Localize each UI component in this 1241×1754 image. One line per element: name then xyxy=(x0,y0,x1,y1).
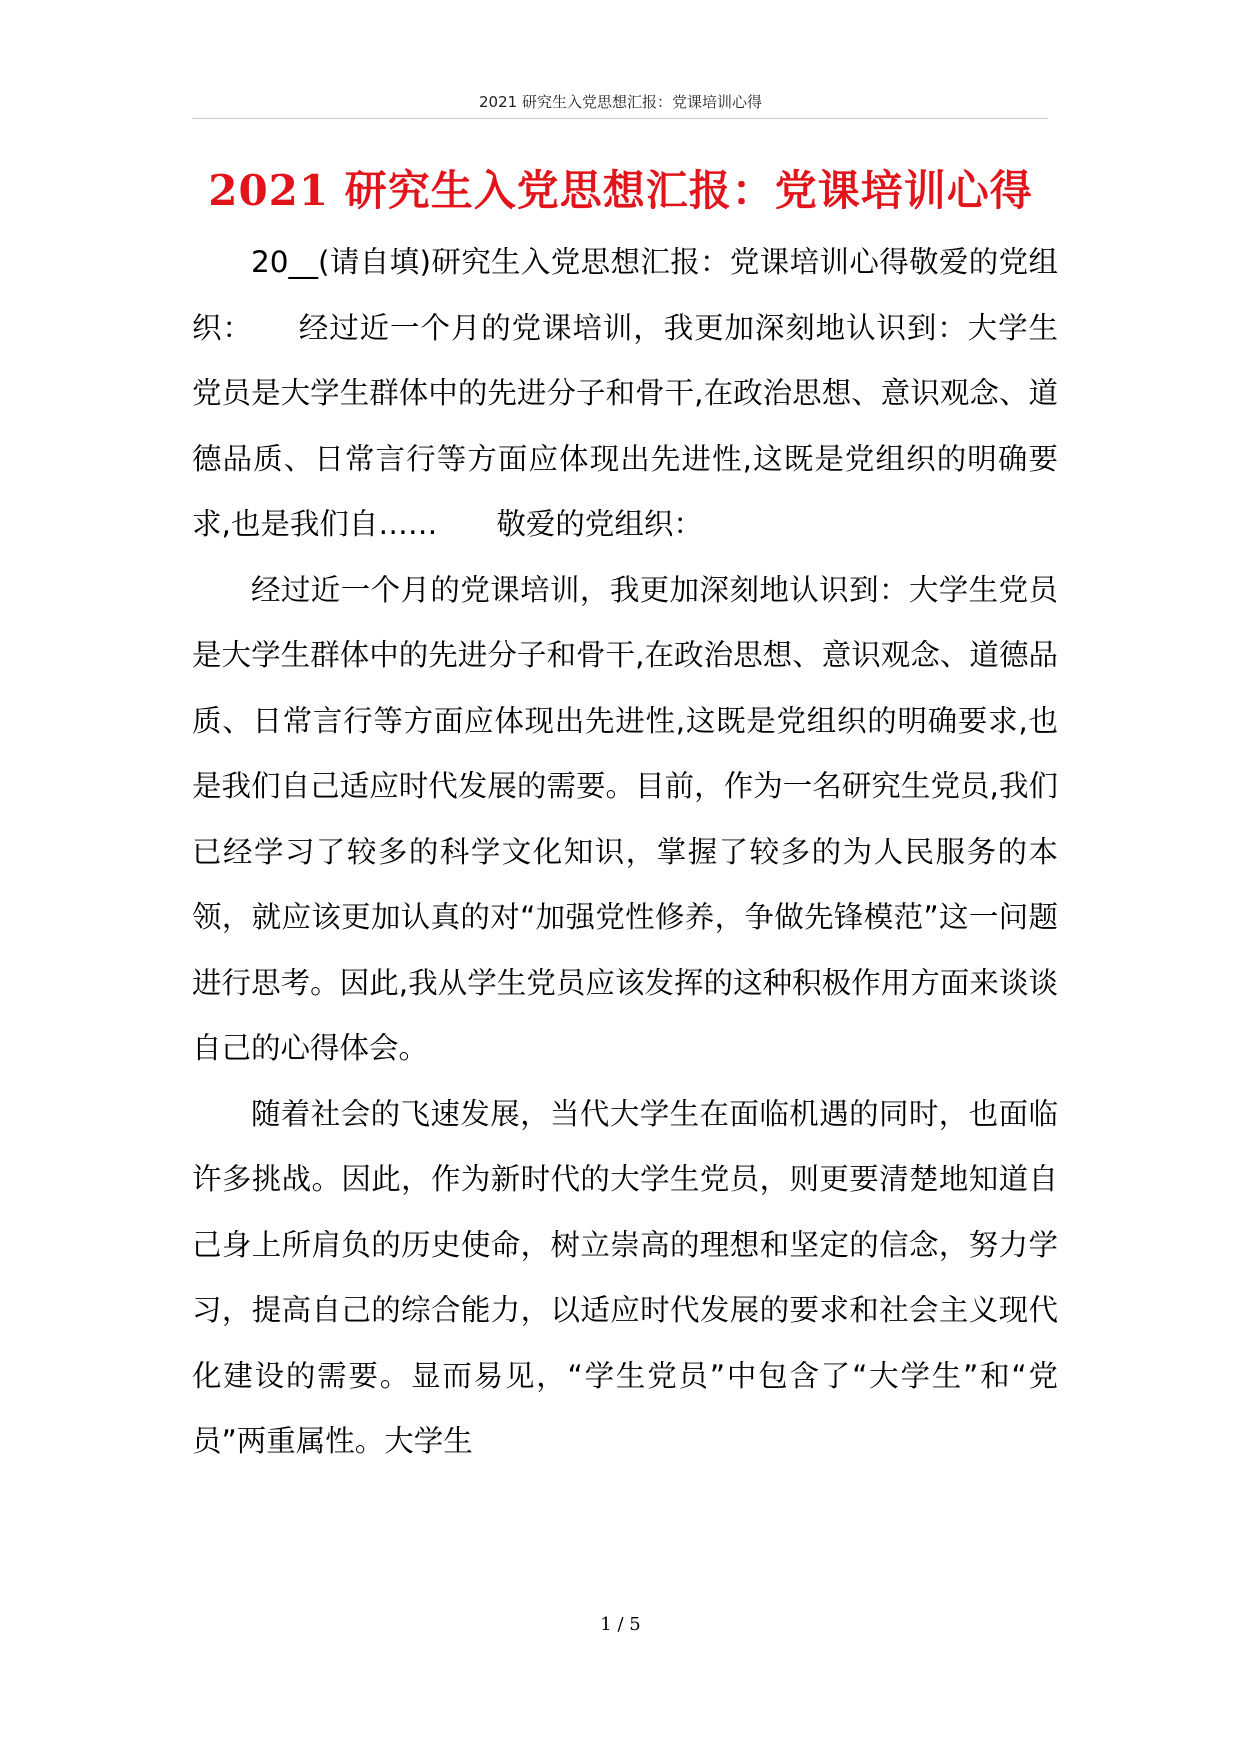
document-title: 2021 研究生入党思想汇报：党课培训心得 xyxy=(208,166,1033,215)
header-divider xyxy=(192,118,1048,119)
paragraph-3: 随着社会的飞速发展，当代大学生在面临机遇的同时，也面临许多挑战。因此，作为新时代的大学生党员，则更要清楚地知道自己身上所肩负的历史使命，树立崇高的理想和坚定的信念，努力学习，提高自己的综合能力，以适应时代发展的要求和社会主义现代化建设的需要。显而易见，“学生党员”中包含了“大学生”和“党员”两重属性。大学生 xyxy=(192,1096,1058,1458)
document-body xyxy=(192,230,1058,1475)
paragraph-1: 20__(请自填)研究生入党思想汇报：党课培训心得敬爱的党组织： 经过近一个月的党课培训，我更加深刻地认识到：大学生党员是大学生群体中的先进分子和骨干,在政治思想、意识观念、道德品质、日常言行等方面应体现出先进性,这既是党组织的明确要求,也是我们自…… 敬爱的党组织： xyxy=(192,245,1058,541)
page-number: 1 / 5 xyxy=(600,1614,641,1635)
paragraph-2: 经过近一个月的党课培训，我更加深刻地认识到：大学生党员是大学生群体中的先进分子和骨干,在政治思想、意识观念、道德品质、日常言行等方面应体现出先进性,这既是党组织的明确要求,也是我们自己适应时代发展的需要。目前，作为一名研究生党员,我们已经学习了较多的科学文化知识，掌握了较多的为人民服务的本领，就应该更加认真的对“加强党性修养，争做先锋模范”这一问题进行思考。因此,我从学生党员应该发挥的这种积极作用方面来谈谈自己的心得体会。 xyxy=(192,572,1058,1065)
running-header: 2021 研究生入党思想汇报：党课培训心得 xyxy=(479,93,762,111)
